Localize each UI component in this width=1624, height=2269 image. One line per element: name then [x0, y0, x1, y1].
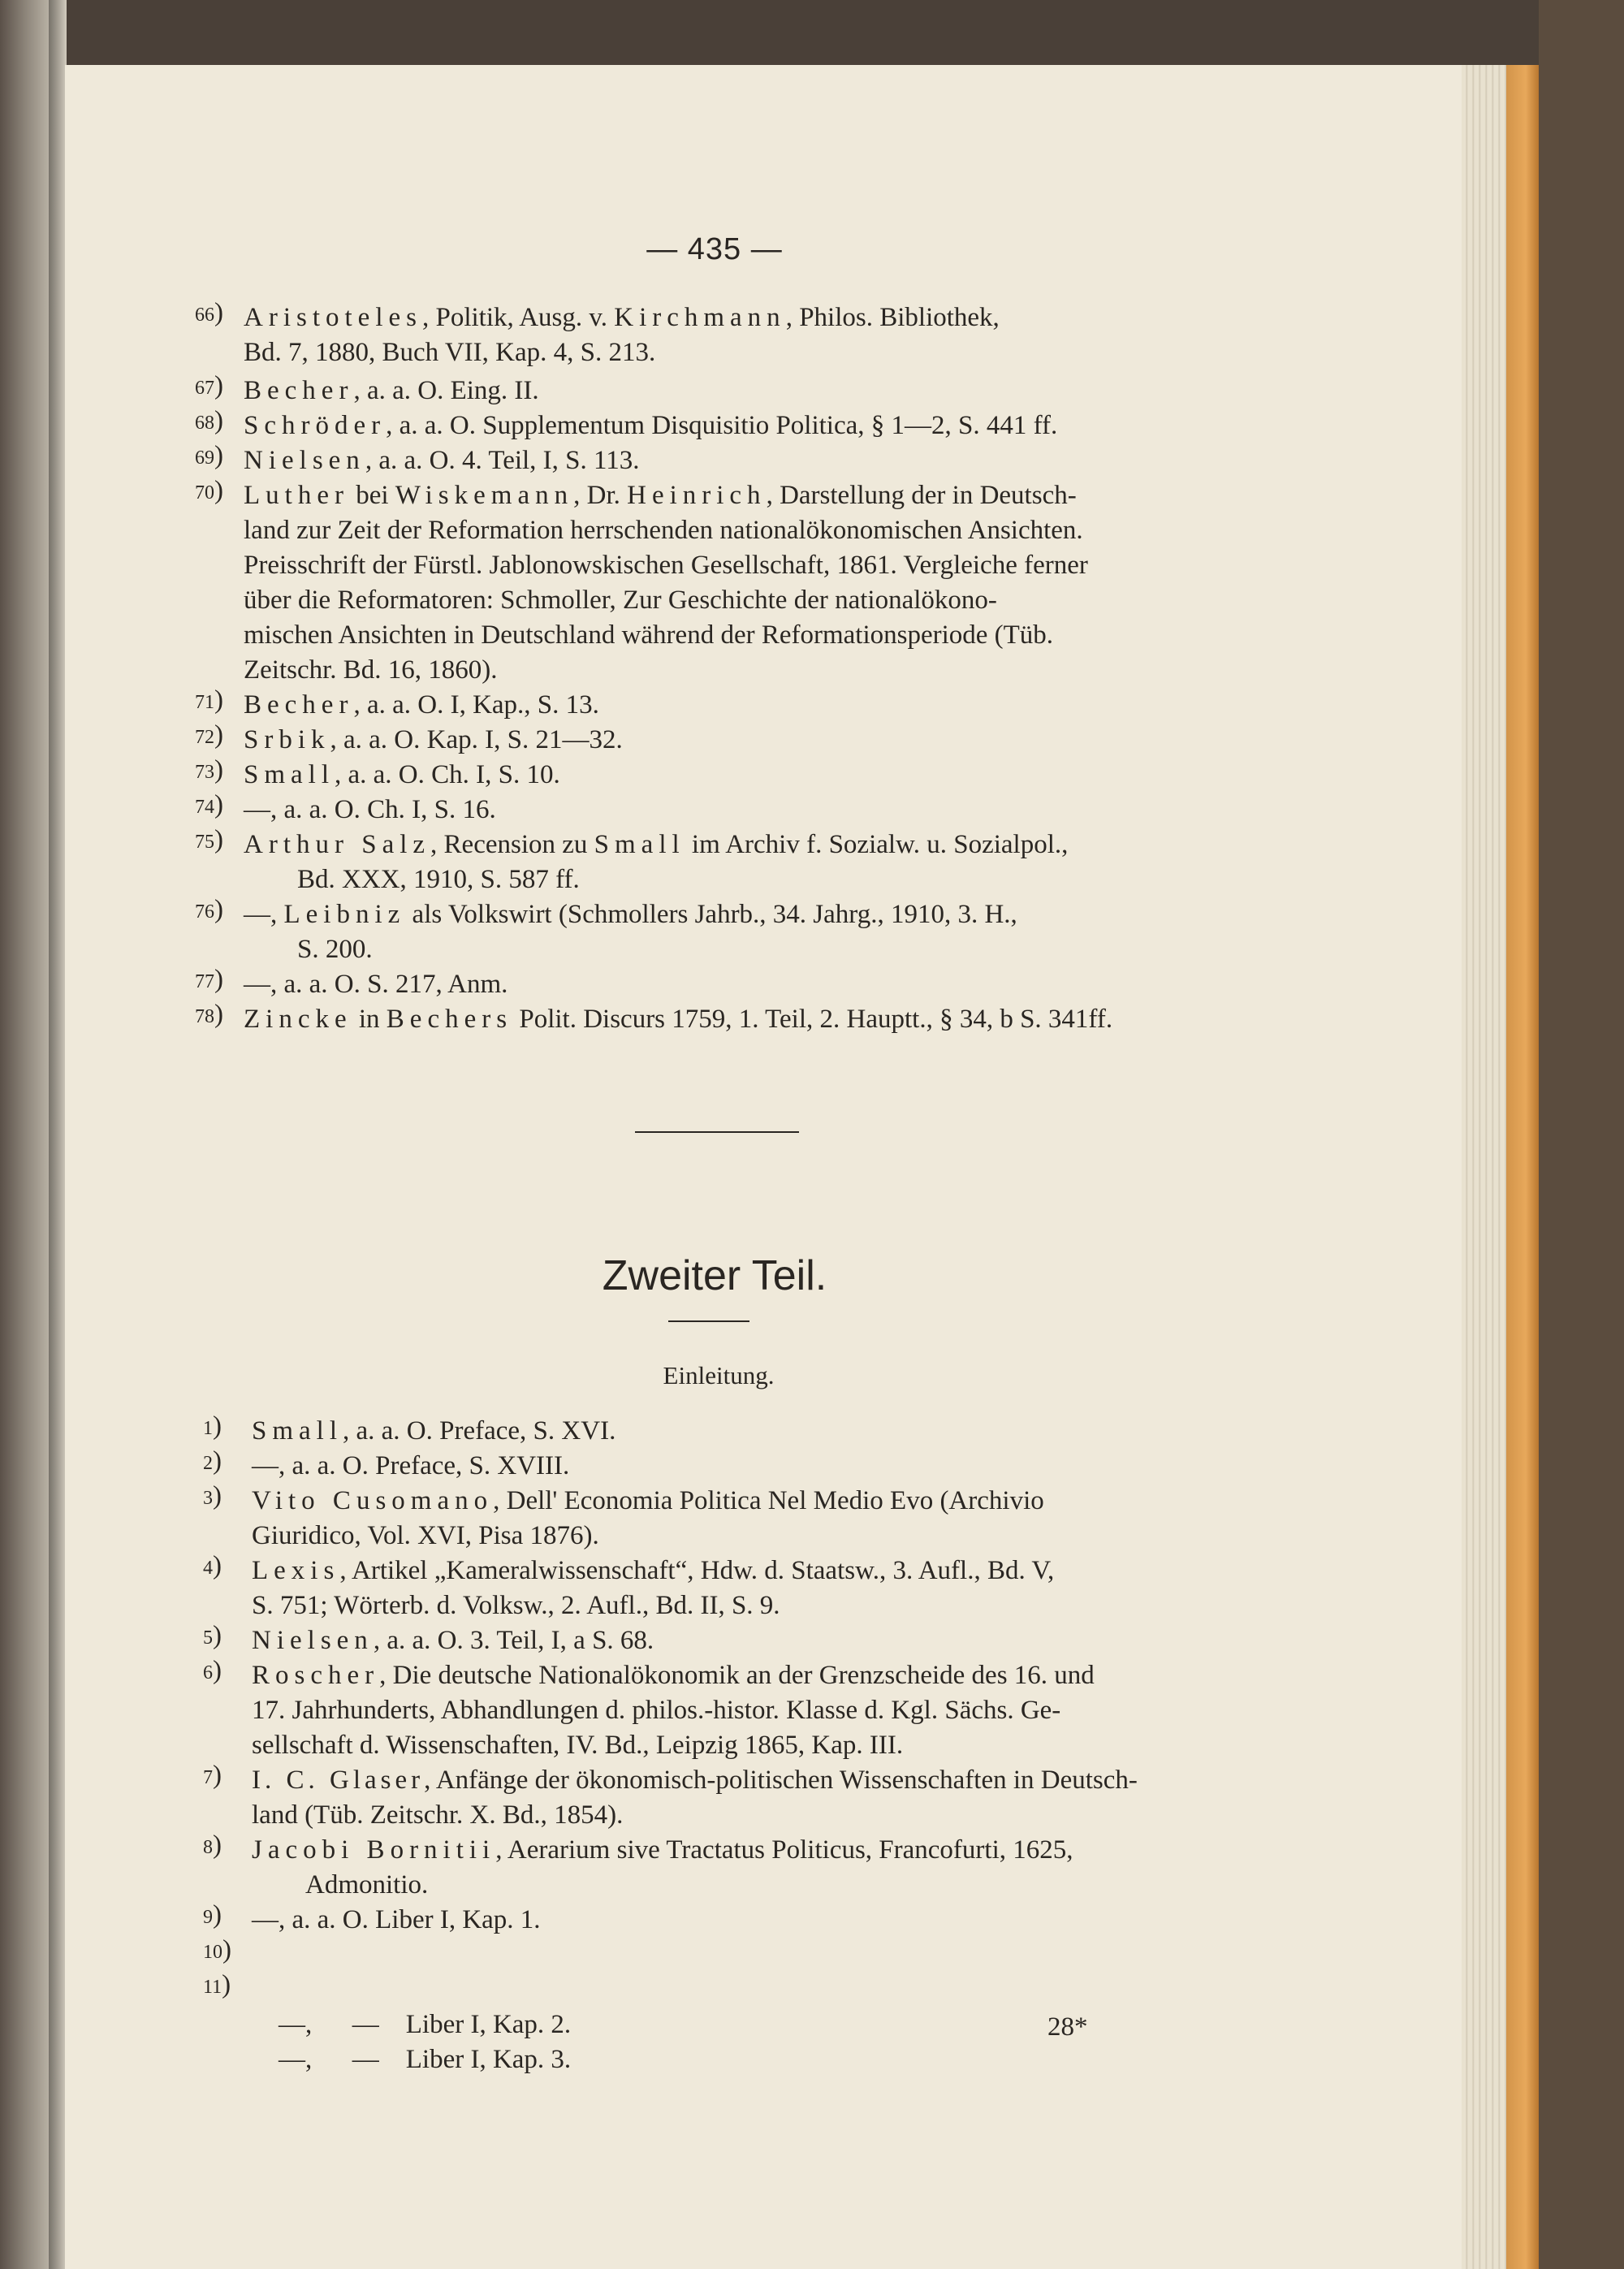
- footnote-77: 77 ) —, a. a. O. S. 217, Anm.: [244, 967, 1250, 1002]
- footnote-4: 4 ) Lexis, Artikel „Kameralwissenschaft“, Hdw. d. Staatsw., 3. Aufl., Bd. V, S. 751; Wörterb. d. Volksw., 2. Aufl., Bd. II, S. 9.: [252, 1554, 1259, 1623]
- page-number: — 435 —: [646, 232, 783, 266]
- footnote-68: 68 ) Schröder, a. a. O. Supplementum Disquisitio Politica, § 1—2, S. 441 ff.: [244, 408, 1250, 443]
- section-title: Zweiter Teil.: [602, 1252, 827, 1299]
- footnote-70: 70 ) Luther bei Wiskemann, Dr. Heinrich, Darstellung der in Deutsch- land zur Zeit der Reformation herrschenden nationalökonomischen Ansichten. Preisschrift der Fürstl. Jablonowskischen Gesellschaft, 1861. Vergleiche ferner über die Reformatoren: Schmoller, Zur Geschichte der nationalökono- mischen Ansichten in Deutschland während der Reformationsperiode (Tüb. Zeitschr. Bd. 16, 1860).: [244, 478, 1250, 688]
- section-divider: [635, 1131, 799, 1133]
- footnote-75: 75 ) Arthur Salz, Recension zu Small im Archiv f. Sozialw. u. Sozialpol., Bd. XXX, 1910, S. 587 ff.: [244, 828, 1250, 897]
- footnote-continuation: Bd. 7, 1880, Buch VII, Kap. 4, S. 213.: [244, 338, 656, 367]
- title-underline: [668, 1320, 749, 1322]
- footnote-76: 76 ) —, Leibniz als Volkswirt (Schmollers Jahrb., 34. Jahrg., 1910, 3. H., S. 200.: [244, 897, 1250, 967]
- footnote-10: 10 ) —, — Liber I, Kap. 2.: [252, 1938, 1259, 2077]
- footnote-5: 5 ) Nielsen, a. a. O. 3. Teil, I, a S. 68.: [252, 1623, 1259, 1658]
- footnote-74: 74 ) —, a. a. O. Ch. I, S. 16.: [244, 793, 1250, 828]
- printer-signature: 28*: [1047, 2012, 1088, 2042]
- footnote-11: 11 ) —, — Liber I, Kap. 3.: [252, 1973, 1259, 2112]
- footnote-3: 3 ) Vito Cusomano, Dell' Economia Politica Nel Medio Evo (Archivio Giuridico, Vol. XVI, Pisa 1876).: [252, 1484, 1259, 1554]
- footnote-8: 8 ) Jacobi Bornitii, Aerarium sive Tractatus Politicus, Francofurti, 1625, Admonitio.: [252, 1833, 1259, 1903]
- footnote-66: 66 ) Aristoteles, Politik, Ausg. v. Kirchmann, Philos. Bibliothek, Bd. 7, 1880, Buch VII, Kap. 4, S. 213.: [244, 300, 1250, 370]
- author-name: Aristoteles: [244, 303, 422, 332]
- footnote-9: 9 ) —, a. a. O. Liber I, Kap. 1.: [252, 1903, 1259, 1938]
- footnote-6: 6 ) Roscher, Die deutsche Nationalökonomik an der Grenzscheide des 16. und 17. Jahrhunderts, Abhandlungen d. philos.-histor. Klasse d. Kgl. Sächs. Ge- sellschaft d. Wissenschaften, IV. Bd., Leipzig 1865, Kap. III.: [252, 1658, 1259, 1763]
- footnote-67: 67 ) Becher, a. a. O. Eing. II.: [244, 374, 1250, 408]
- footnote-2: 2 ) —, a. a. O. Preface, S. XVIII.: [252, 1449, 1259, 1484]
- footnote-1: 1 ) Small, a. a. O. Preface, S. XVI.: [252, 1414, 1259, 1449]
- footnote-69: 69 ) Nielsen, a. a. O. 4. Teil, I, S. 113.: [244, 443, 1250, 478]
- section-subheading: Einleitung.: [663, 1361, 775, 1389]
- footnote-78: 78 ) Zincke in Bechers Polit. Discurs 1759, 1. Teil, 2. Hauptt., § 34, b S. 341ff.: [244, 1002, 1250, 1037]
- footnote-mark: 66 ): [195, 300, 223, 327]
- footnote-73: 73 ) Small, a. a. O. Ch. I, S. 10.: [244, 758, 1250, 793]
- footnote-72: 72 ) Srbik, a. a. O. Kap. I, S. 21—32.: [244, 723, 1250, 758]
- footnote-7: 7 ) I. C. Glaser, Anfänge der ökonomisch-politischen Wissenschaften in Deutsch- land (Tüb. Zeitschr. X. Bd., 1854).: [252, 1763, 1259, 1833]
- footnote-71: 71 ) Becher, a. a. O. I, Kap., S. 13.: [244, 688, 1250, 723]
